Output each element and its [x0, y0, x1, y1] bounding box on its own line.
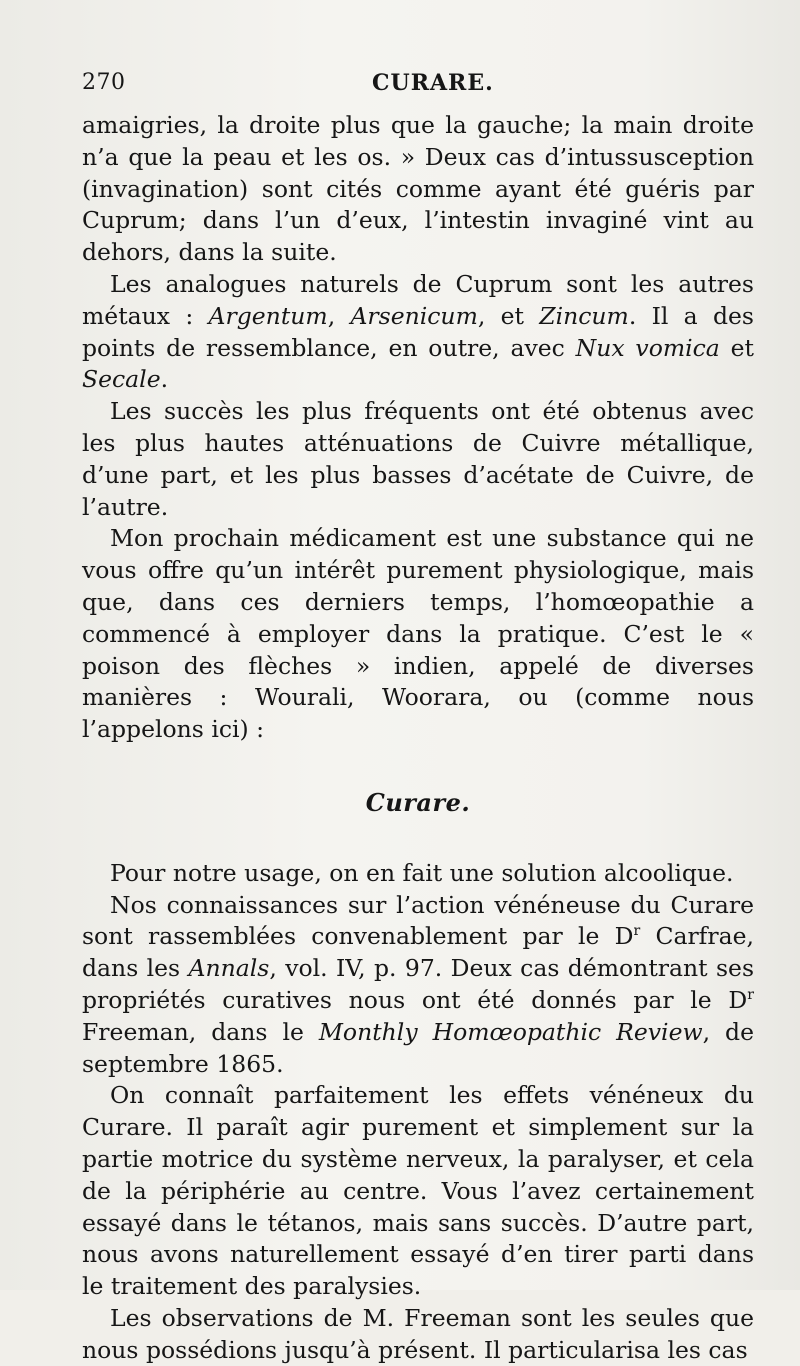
text-run: , et [477, 301, 540, 330]
superscript: r [633, 923, 641, 940]
text-run: Nos connaissances sur l’action vénéneuse du Curare sont rassemblées convenablement par le D [82, 890, 754, 951]
remedy-zincum: Zincum [539, 301, 629, 330]
page-number: 270 [82, 70, 126, 95]
paragraph-observations: Les observations de M. Freeman sont les seules que nous possédions jusqu’à présent. Il particularisa les cas [82, 1303, 754, 1364]
paragraph-successes: Les succès les plus fréquents ont été obtenus avec les plus hautes atténuations de Cuivre métallique, d’une part, et les plus basses d’acétate de Cuivre, de l’autre. [82, 397, 754, 521]
remedy-nux-vomica: Nux vomica [575, 333, 720, 362]
superscript: r [747, 987, 754, 1004]
paragraph-knowledge [82, 890, 754, 1081]
paragraph-next-remedy: Mon prochain médicament est une substance qui ne vous offre qu’un intérêt purement physiologique, mais que, dans ces derniers temps, l’homœopathie a commencé à employer dans la pratique. C’est le « poison des flèches » indien, appelé de diverses manières : Wourali, Woorara, ou (comme nous l’appelons ici) : [82, 524, 754, 744]
page-header [82, 70, 750, 100]
text-run: , [327, 301, 351, 330]
text-run: , de septembre 1865. [82, 1017, 754, 1078]
running-head: CURARE. [372, 70, 494, 96]
paragraph-usage: Pour notre usage, on en fait une solution alcoolique. [110, 858, 734, 887]
text-run: . Il a des points de ressemblance, en outre, avec [82, 301, 754, 362]
body-text [82, 110, 754, 1366]
journal-annals: Annals [188, 954, 270, 983]
text-run: Les analogues naturels de Cuprum sont les autres métaux : [82, 269, 754, 330]
paragraph-analogues [82, 269, 754, 396]
section-heading: Curare. [365, 787, 471, 817]
remedy-secale: Secale [82, 365, 161, 394]
paragraph-effects: On connaît parfaitement les effets vénéneux du Curare. Il paraît agir purement et simplement sur la partie motrice du système nerveux, la paralyser, et cela de la périphérie au centre. Vous l’avez certainement essayé dans le tétanos, mais sans succès. D’autre part, nous avons naturellement essayé d’en tirer parti dans le traitement des paralysies. [82, 1081, 754, 1301]
paragraph-continuation: amaigries, la droite plus que la gauche; la main droite n’a que la peau et les os. » Deux cas d’intussusception (invagination) sont cités comme ayant été guéris par Cuprum; dans l’un d’eux, l’intestin invaginé vint au dehors, dans la suite. [82, 111, 754, 267]
text-run: Freeman, dans le [82, 1017, 319, 1046]
text-run: , vol. IV, p. 97. Deux cas démontrant ses propriétés curatives nous ont été donnés par le D [82, 954, 755, 1014]
text-run: Carfrae, dans les [82, 922, 755, 983]
text-run: . [160, 365, 169, 394]
remedy-argentum: Argentum [208, 301, 328, 330]
remedy-arsenicum: Arsenicum [350, 301, 478, 330]
journal-review: Monthly Homœopathic Review [318, 1017, 703, 1046]
text-run: et [719, 333, 754, 362]
